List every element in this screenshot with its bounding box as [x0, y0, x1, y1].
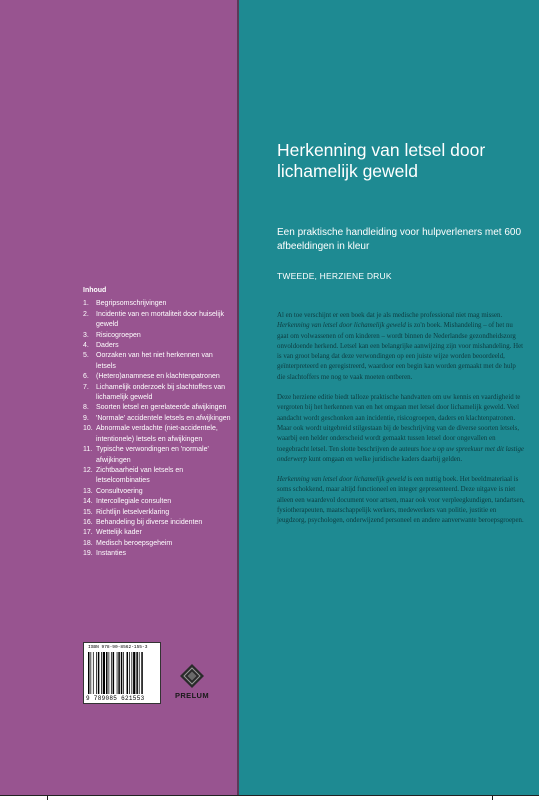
- toc-item: [83, 372, 233, 382]
- crop-mark: [492, 795, 493, 800]
- toc-item: [83, 403, 233, 413]
- toc-item: [83, 508, 233, 518]
- blurb-text: is zo'n boek. Mishandeling – of het nu gaat om volwassenen of om kinderen – wordt binnen de Nederlandse gezondheidszorg onvoldoende herkend. Letsel kan een belangrijke aanwijzing zijn voor mishandeling. Het is van groot belang dat deze verwondingen op een juiste wijze worden beoordeeld, geïnterpreteerd en geregistreerd, waardoor een begin kan worden gemaakt met de hulp die slachtoffers me nog te vaak moeten ontberen.: [277, 322, 524, 381]
- toc-item-number: 17.: [83, 529, 93, 537]
- toc-item: [83, 487, 233, 497]
- toc-item-text: Abnormale verdachte (niet-accidentele, intentionele) letsels en afwijkingen: [96, 425, 218, 443]
- blurb-paragraph-2: [277, 393, 525, 465]
- toc-item-text: Wettelijk kader: [96, 529, 142, 537]
- toc-item-text: Instanties: [96, 550, 126, 558]
- toc-item: [83, 424, 233, 445]
- blurb-text: Deze herziene editie biedt talloze praktische handvatten om uw kennis en vaardigheid te vergroten bij het herkennen van en het omgaan met letsel door lichamelijk geweld. Veel aandacht wordt geschonken aan incidentie, risicogroepen, daders en klachtenpatronen. Maar ook wordt uitgebreid stilgestaan bij de beschrijving van de diverse soorten letsels, waarbij een helder onderscheid wordt gemaakt tussen letsel door ongevallen en toegebracht letsel. Ten slotte beschrijven de auteurs: [277, 394, 521, 453]
- toc-item: [83, 383, 233, 404]
- toc-item-text: Daders: [96, 342, 119, 350]
- toc-item: [83, 466, 233, 487]
- toc-item-number: 15.: [83, 508, 93, 516]
- blurb-paragraph-3: [277, 475, 525, 526]
- toc-item-text: Lichamelijk onderzoek bij slachtoffers van lichamelijk geweld: [96, 383, 226, 402]
- toc-item-text: Intercollegiale consulten: [96, 498, 172, 506]
- toc-item-text: Incidentie van en mortaliteit door huiselijk geweld: [96, 310, 225, 329]
- toc-item-number: 10.: [83, 425, 93, 433]
- isbn-label: ISBN 978-90-8562-155-3: [88, 645, 148, 650]
- blurb-paragraph-1: [277, 311, 525, 383]
- toc-item: [83, 414, 233, 424]
- blurb-text: Al en toe verschijnt er een boek dat je als medische professional niet mag missen.: [277, 312, 503, 319]
- toc-item-number: 3.: [83, 331, 89, 339]
- toc-item-number: 12.: [83, 466, 93, 474]
- toc-item: [83, 310, 233, 331]
- toc-title: Inhoud: [83, 287, 107, 294]
- blurb-emphasis: hoe u op uw spreekuur met dit lastige onderwerp: [277, 445, 524, 463]
- toc-item: [83, 518, 233, 528]
- isbn-digits: 9 789085 621553: [86, 695, 145, 702]
- toc-item: [83, 299, 233, 309]
- toc-item-text: Medisch beroepsgeheim: [96, 539, 173, 547]
- toc-item-number: 11.: [83, 446, 93, 454]
- blurb-text: is een nuttig boek. Het beeldmateriaal is soms schokkend, maar altijd functioneel en integer gepresenteerd. Deze uitgave is niet alleen een waardevol document voor artsen, maar ook voor verpleegkundigen, tandartsen, fysiotherapeuten, maatschappelijk werkers, medewerkers van politie, justitie en jeugdzorg, psychologen, onderwijzend personeel en andere aanverwante beroepsgroepen.: [277, 476, 525, 525]
- blurb-book-title: Herkenning van letsel door lichamelijk geweld: [277, 476, 406, 484]
- toc-item: [83, 497, 233, 507]
- blurb-book-title: Herkenning van letsel door lichamelijk geweld: [277, 322, 406, 330]
- toc-item-number: 6.: [83, 373, 89, 381]
- toc-item-text: Risicogroepen: [96, 331, 141, 339]
- book-subtitle: Een praktische handleiding voor hulpverleners met 600 afbeeldingen in kleur: [277, 227, 522, 252]
- book-title: Herkenning van letsel door lichamelijk geweld: [277, 140, 486, 181]
- barcode-bars: [88, 652, 158, 694]
- toc-item-number: 4.: [83, 342, 89, 350]
- toc-list: [83, 299, 233, 559]
- crop-mark: [47, 795, 48, 800]
- toc-item-number: 5.: [83, 352, 89, 360]
- toc-item: [83, 331, 233, 341]
- toc-item-text: Behandeling bij diverse incidenten: [96, 518, 203, 526]
- toc-item-text: Richtlijn letselverklaring: [96, 508, 170, 516]
- toc-item-text: Consultvoering: [96, 487, 143, 495]
- toc-item-number: 16.: [83, 518, 93, 526]
- toc-item: [83, 539, 233, 549]
- bottom-edge: [0, 795, 539, 800]
- toc-item-number: 7.: [83, 383, 89, 391]
- toc-item: [83, 351, 233, 372]
- toc-item-text: Soorten letsel en gerelateerde afwijkingen: [96, 404, 227, 412]
- back-cover-blurb: [277, 311, 525, 537]
- toc-item-text: Begripsomschrijvingen: [96, 300, 167, 308]
- edition-label: TWEEDE, HERZIENE DRUK: [277, 271, 392, 281]
- toc-item: [83, 549, 233, 559]
- toc-item: [83, 445, 233, 466]
- isbn-barcode: [83, 642, 161, 704]
- toc-item-text: Zichtbaarheid van letsels en letselcombinaties: [96, 466, 184, 485]
- toc-item-number: 19.: [83, 550, 93, 558]
- prelum-logo-icon: [180, 664, 204, 688]
- toc-item-number: 18.: [83, 539, 93, 547]
- toc-item-number: 1.: [83, 300, 89, 308]
- toc-item: [83, 341, 233, 351]
- toc-item-text: (Hetero)anamnese en klachtenpatronen: [96, 373, 220, 381]
- toc-item-number: 14.: [83, 498, 93, 506]
- toc-item-number: 8.: [83, 404, 89, 412]
- toc-item-text: Typische verwondingen en 'normale' afwijkingen: [96, 446, 209, 464]
- toc-item-number: 2.: [83, 310, 89, 318]
- toc-item-number: 13.: [83, 487, 93, 495]
- toc-item: [83, 528, 233, 538]
- blurb-text: kunt omgaan en welke juridische kaders daarbij gelden.: [306, 455, 463, 463]
- toc-item-text: 'Normale' accidentele letsels en afwijkingen: [96, 414, 231, 422]
- table-of-contents: [83, 286, 233, 560]
- toc-item-number: 9.: [83, 414, 89, 422]
- publisher-name: PRELUM: [174, 691, 210, 700]
- toc-item-text: Oorzaken van het niet herkennen van letsels: [96, 352, 213, 370]
